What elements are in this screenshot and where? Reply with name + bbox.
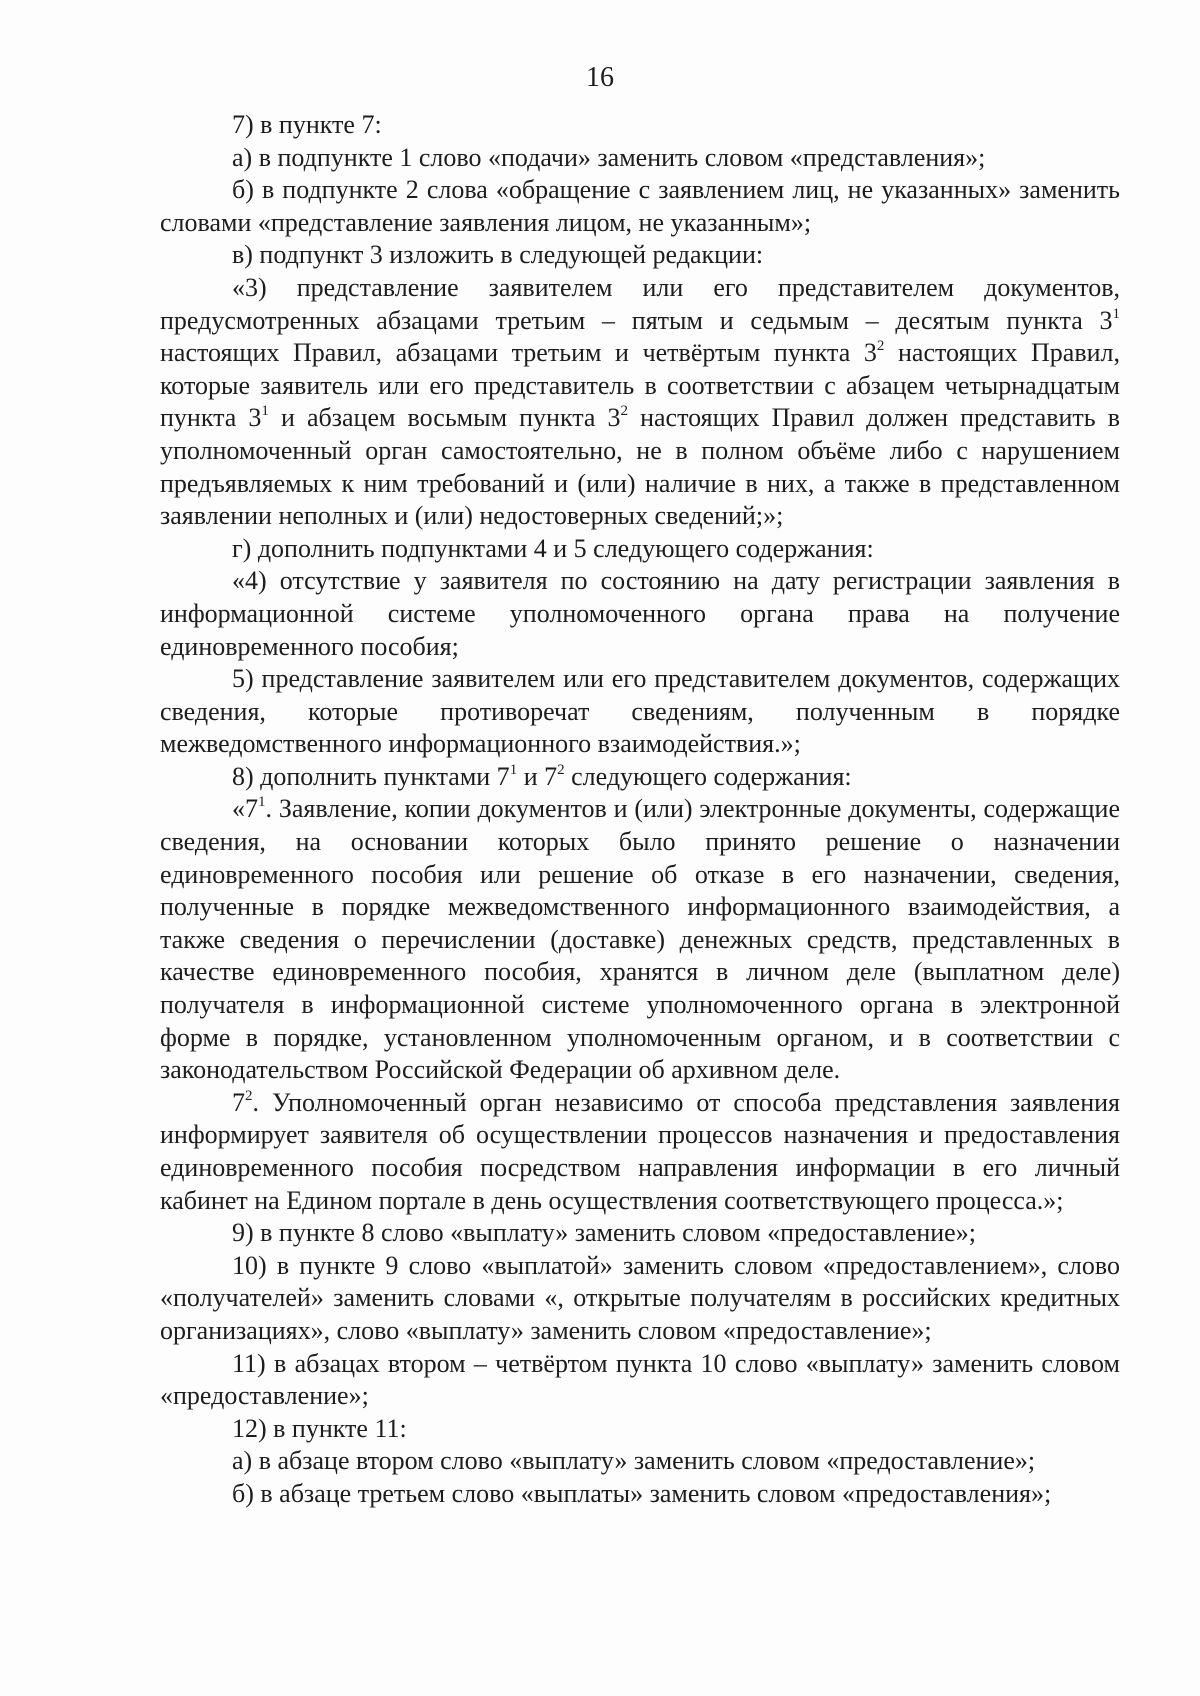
paragraph-quoted-subitem-4: «4) отсутствие у заявителя по состоянию на дату регистрации заявления в информационной системе уполномоченного органа права на получение единовременного пособия;	[160, 566, 1120, 661]
paragraph-item-7: 7) в пункте 7:	[232, 110, 382, 139]
page-number: 16	[586, 62, 614, 93]
paragraph-subitem-b: б) в подпункте 2 слова «обращение с заявлением лиц, не указанных» заменить словами «представление заявления лицом, не указанным»;	[160, 175, 1120, 237]
document-body	[160, 109, 1120, 1511]
paragraph-item-12: 12) в пункте 11:	[232, 1413, 407, 1443]
paragraph-quoted-item-7-1: «$7^1$. Заявление, копии документов и (или) электронные документы, содержащие сведения, на основании которых было принято решение о назначении единовременного пособия или решение об отказе в его назначении, сведения, полученные в порядке межведомственного информационного взаимодействия, а также сведения о перечислении (доставке) денежных средств, представленных в качестве единовременного пособия, хранятся в личном деле (выплатном деле) получателя в информационной системе уполномоченного органа в электронной форме в порядке, установленном уполномоченным органом, и в соответствии с законодательством Российской Федерации об архивном деле.	[160, 794, 1120, 1085]
paragraph-item-11: 11) в абзацах втором – четвёртом пункта 10 слово «выплату» заменить словом «предоставление»;	[160, 1348, 1120, 1411]
paragraph-quoted-subitem-5: 5) представление заявителем или его представителем документов, содержащих сведения, которые противоречат сведениям, полученным в порядке межведомственного информационного взаимодействия.»;	[160, 664, 1120, 759]
paragraph-item-8: 8) дополнить пунктами $7^1$ и $7^2$ следующего содержания:	[232, 761, 852, 791]
paragraph-item-10: 10) в пункте 9 слово «выплатой» заменить словом «предоставлением», слово «получателей» заменить словами «, открытые получателям в российских кредитных организациях», слово «выплату» заменить словом «предоставление»;	[160, 1250, 1120, 1345]
paragraph-item-9: 9) в пункте 8 слово «выплату» заменить словом «предоставление»;	[232, 1218, 976, 1248]
paragraph-quoted-item-7-2: $7^2$. Уполномоченный орган независимо от способа представления заявления информирует заявителя об осуществлении процессов назначения и предоставления единовременного пособия посредством направления информации в его личный кабинет на Едином портале в день осуществления соответствующего процесса.»;	[160, 1087, 1120, 1215]
paragraph-item-12-a: а) в абзаце втором слово «выплату» заменить словом «предоставление»;	[232, 1446, 1036, 1476]
paragraph-subitem-g: г) дополнить подпунктами 4 и 5 следующего содержания:	[232, 533, 874, 563]
paragraph-quoted-subitem-3: «3) представление заявителем или его представителем документов, предусмотренных абзацами третьим – пятым и седьмым – десятым пункта $3^1$ настоящих Правил, абзацами третьим и четвёртым пункта $3^2$ настоящих Правил, которые заявитель или его представитель в соответствии с абзацем четырнадцатым пункта $3^1$ и абзацем восьмым пункта $3^2$ настоящих Правил должен представить в уполномоченный орган самостоятельно, не в полном объёме либо с нарушением предъявляемых к ним требований и (или) наличие в них, а также в представленном заявлении неполных и (или) недостоверных сведений;»;	[160, 272, 1120, 531]
paragraph-subitem-v: в) подпункт 3 изложить в следующей редакции:	[232, 240, 764, 270]
paragraph-item-12-b: б) в абзаце третьем слово «выплаты» заменить словом «предоставления»;	[232, 1478, 1052, 1508]
paragraph-subitem-a: а) в подпункте 1 слово «подачи» заменить словом «представления»;	[232, 142, 986, 172]
